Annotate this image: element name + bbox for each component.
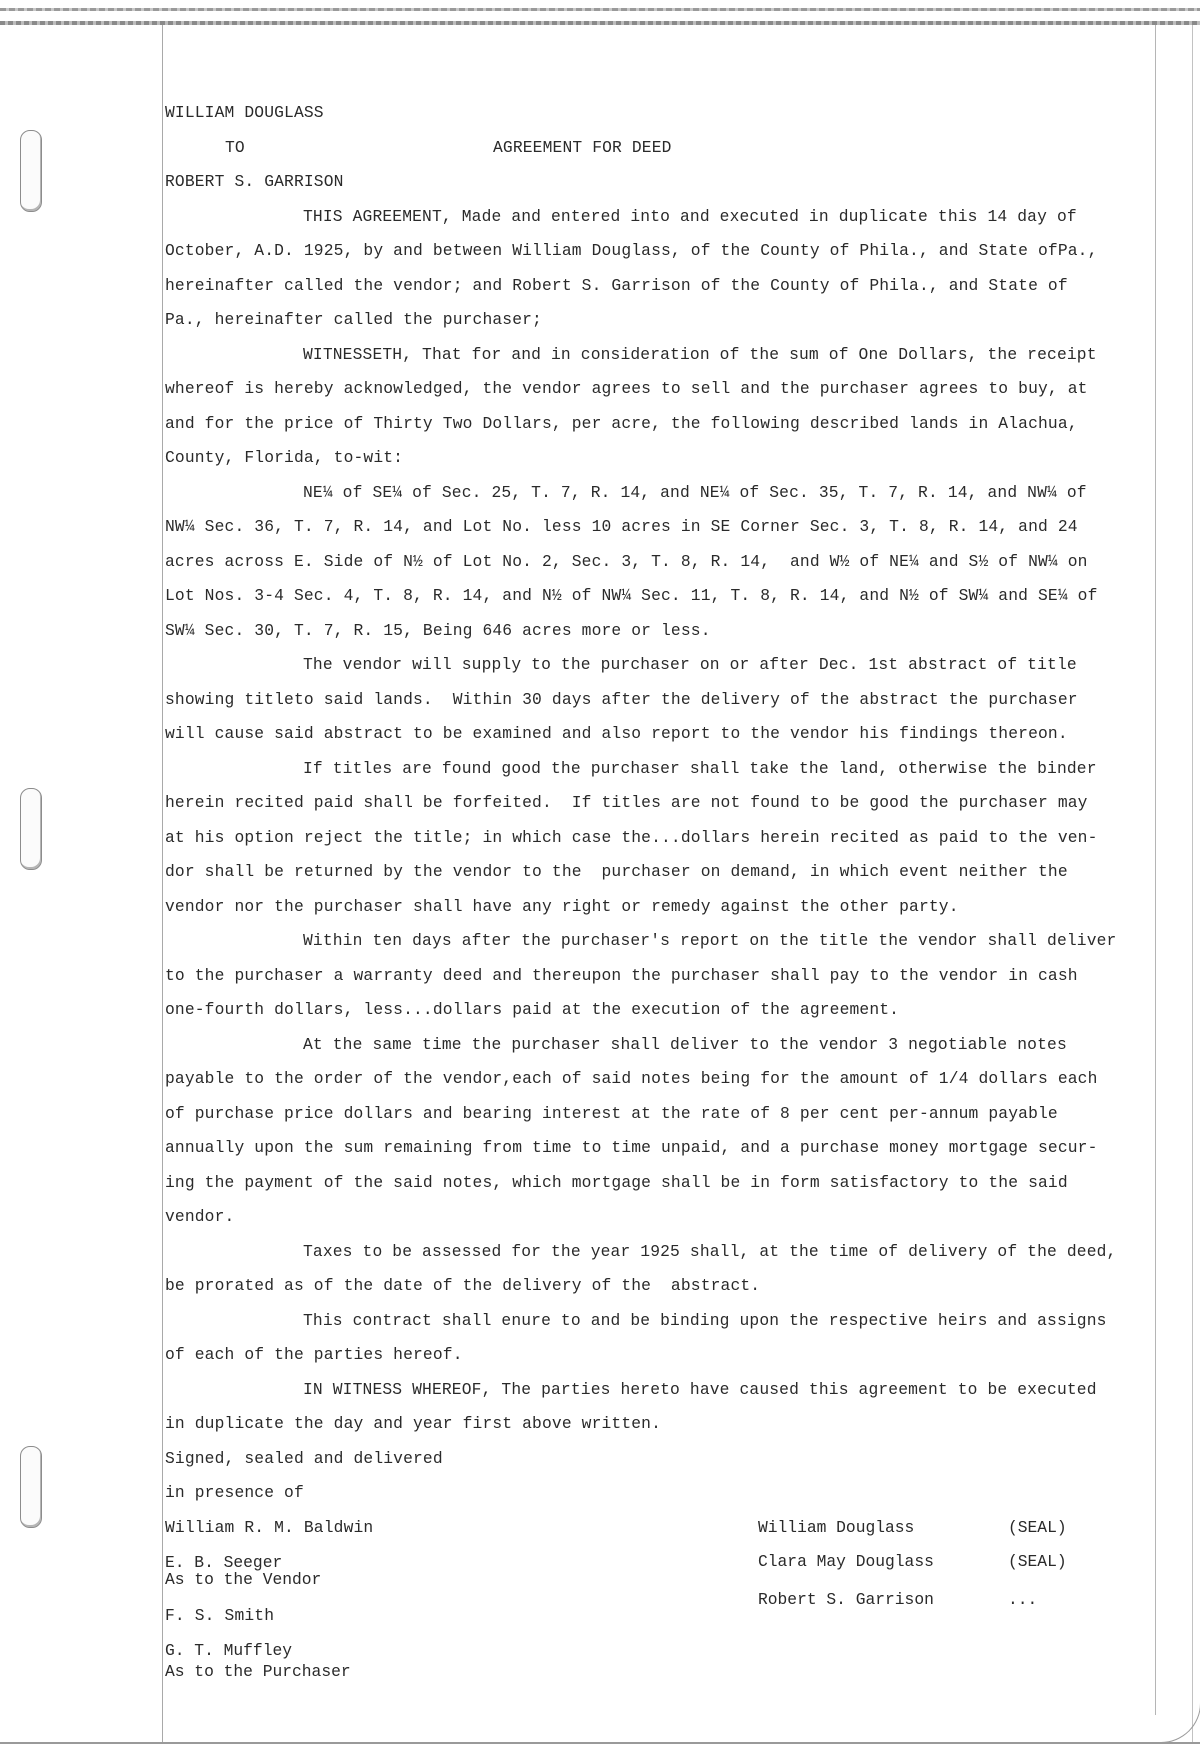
page-edge-rule — [1192, 25, 1193, 1743]
body-line: If titles are found good the purchaser shall take the land, otherwise the binder — [303, 759, 1097, 778]
body-line: one-fourth dollars, less...dollars paid at the execution of the agreement. — [165, 1000, 900, 1019]
body-line: hereinafter called the vendor; and Robert S. Garrison of the County of Phila., and State of — [165, 276, 1068, 295]
body-line: IN WITNESS WHEREOF, The parties hereto have caused this agreement to be executed — [303, 1380, 1097, 1399]
land-description-line: NE¼ of SE¼ of Sec. 25, T. 7, R. 14, and NE¼ of Sec. 35, T. 7, R. 14, and NW¼ of — [303, 483, 1087, 502]
body-line: dor shall be returned by the vendor to the purchaser on demand, in which event neither the — [165, 862, 1068, 881]
body-line: vendor. — [165, 1207, 235, 1226]
body-line: vendor nor the purchaser shall have any right or remedy against the other party. — [165, 897, 959, 916]
land-description-line: Lot Nos. 3-4 Sec. 4, T. 8, R. 14, and N½ of NW¼ Sec. 11, T. 8, R. 14, and N½ of SW¼ and SE¼ of — [165, 586, 1098, 605]
top-border-rule-secondary — [0, 21, 1200, 25]
page-corner-curl — [1160, 1690, 1200, 1743]
right-margin-rule — [1155, 25, 1156, 1715]
body-line: October, A.D. 1925, by and between William Douglass, of the County of Phila., and State ofPa., — [165, 241, 1098, 260]
body-line: This contract shall enure to and be binding upon the respective heirs and assigns — [303, 1311, 1107, 1330]
body-line: The vendor will supply to the purchaser on or after Dec. 1st abstract of title — [303, 655, 1077, 674]
body-line: THIS AGREEMENT, Made and entered into and executed in duplicate this 14 day of — [303, 207, 1077, 226]
attestation-line: Signed, sealed and delivered — [165, 1449, 443, 1468]
seal-mark: ... — [1008, 1590, 1038, 1609]
body-line: to the purchaser a warranty deed and thereupon the purchaser shall pay to the vendor in cash — [165, 966, 1078, 985]
to-label: TO — [225, 138, 245, 157]
body-line: of purchase price dollars and bearing interest at the rate of 8 per cent per-annum payable — [165, 1104, 1058, 1123]
body-line: At the same time the purchaser shall deliver to the vendor 3 negotiable notes — [303, 1035, 1067, 1054]
witness-name: G. T. Muffley — [165, 1641, 293, 1660]
witness-name: William R. M. Baldwin — [165, 1518, 374, 1537]
body-line: will cause said abstract to be examined and also report to the vendor his findings thereon. — [165, 724, 1068, 743]
body-line: herein recited paid shall be forfeited. If titles are not found to be good the purchaser may — [165, 793, 1088, 812]
bottom-border-rule — [0, 1742, 1200, 1744]
body-line: showing titleto said lands. Within 30 days after the delivery of the abstract the purchaser — [165, 690, 1078, 709]
signatory-name: William Douglass — [758, 1518, 915, 1537]
body-line: Pa., hereinafter called the purchaser; — [165, 310, 542, 329]
body-line: WITNESSETH, That for and in consideration of the sum of One Dollars, the receipt — [303, 345, 1097, 364]
body-line: whereof is hereby acknowledged, the vendor agrees to sell and the purchaser agrees to buy, at — [165, 379, 1088, 398]
seal-mark: (SEAL) — [1008, 1518, 1067, 1537]
body-line: and for the price of Thirty Two Dollars, per acre, the following described lands in Alachua, — [165, 414, 1078, 433]
top-border-rule — [0, 8, 1200, 11]
land-description-line: SW¼ Sec. 30, T. 7, R. 15, Being 646 acres more or less. — [165, 621, 711, 640]
signatory-name: Robert S. Garrison — [758, 1590, 934, 1609]
body-line: ing the payment of the said notes, which mortgage shall be in form satisfactory to the said — [165, 1173, 1068, 1192]
body-line: County, Florida, to-wit: — [165, 448, 404, 467]
body-line: be prorated as of the date of the delivery of the abstract. — [165, 1276, 761, 1295]
body-line: at his option reject the title; in which case the...dollars herein recited as paid to the ven- — [165, 828, 1098, 847]
body-line: payable to the order of the vendor,each of said notes being for the amount of 1/4 dollars each — [165, 1069, 1098, 1088]
land-description-line: acres across E. Side of N½ of Lot No. 2, Sec. 3, T. 8, R. 14, and W½ of NE¼ and S½ of NW¼ on — [165, 552, 1088, 571]
grantor-name: WILLIAM DOUGLASS — [165, 103, 324, 122]
punch-hole-icon — [20, 1446, 42, 1528]
body-line: in duplicate the day and year first above written. — [165, 1414, 662, 1433]
witness-name: F. S. Smith — [165, 1606, 275, 1625]
witness-name: E. B. Seeger — [165, 1553, 283, 1572]
body-line: Within ten days after the purchaser's report on the title the vendor shall deliver — [303, 931, 1117, 950]
left-margin-rule — [162, 25, 163, 1743]
punch-hole-icon — [20, 788, 42, 870]
attestation-line: in presence of — [165, 1483, 304, 1502]
punch-hole-icon — [20, 130, 42, 212]
land-description-line: NW¼ Sec. 36, T. 7, R. 14, and Lot No. less 10 acres in SE Corner Sec. 3, T. 8, R. 14, and 24 — [165, 517, 1078, 536]
document-title: AGREEMENT FOR DEED — [493, 138, 672, 157]
body-line: annually upon the sum remaining from time to time unpaid, and a purchase money mortgage secur- — [165, 1138, 1098, 1157]
body-line: Taxes to be assessed for the year 1925 shall, at the time of delivery of the deed, — [303, 1242, 1117, 1261]
seal-mark: (SEAL) — [1008, 1552, 1067, 1571]
body-line: of each of the parties hereof. — [165, 1345, 463, 1364]
witness-role: As to the Purchaser — [165, 1662, 351, 1681]
witness-role: As to the Vendor — [165, 1570, 322, 1589]
signatory-name: Clara May Douglass — [758, 1552, 934, 1571]
grantee-name: ROBERT S. GARRISON — [165, 172, 344, 191]
